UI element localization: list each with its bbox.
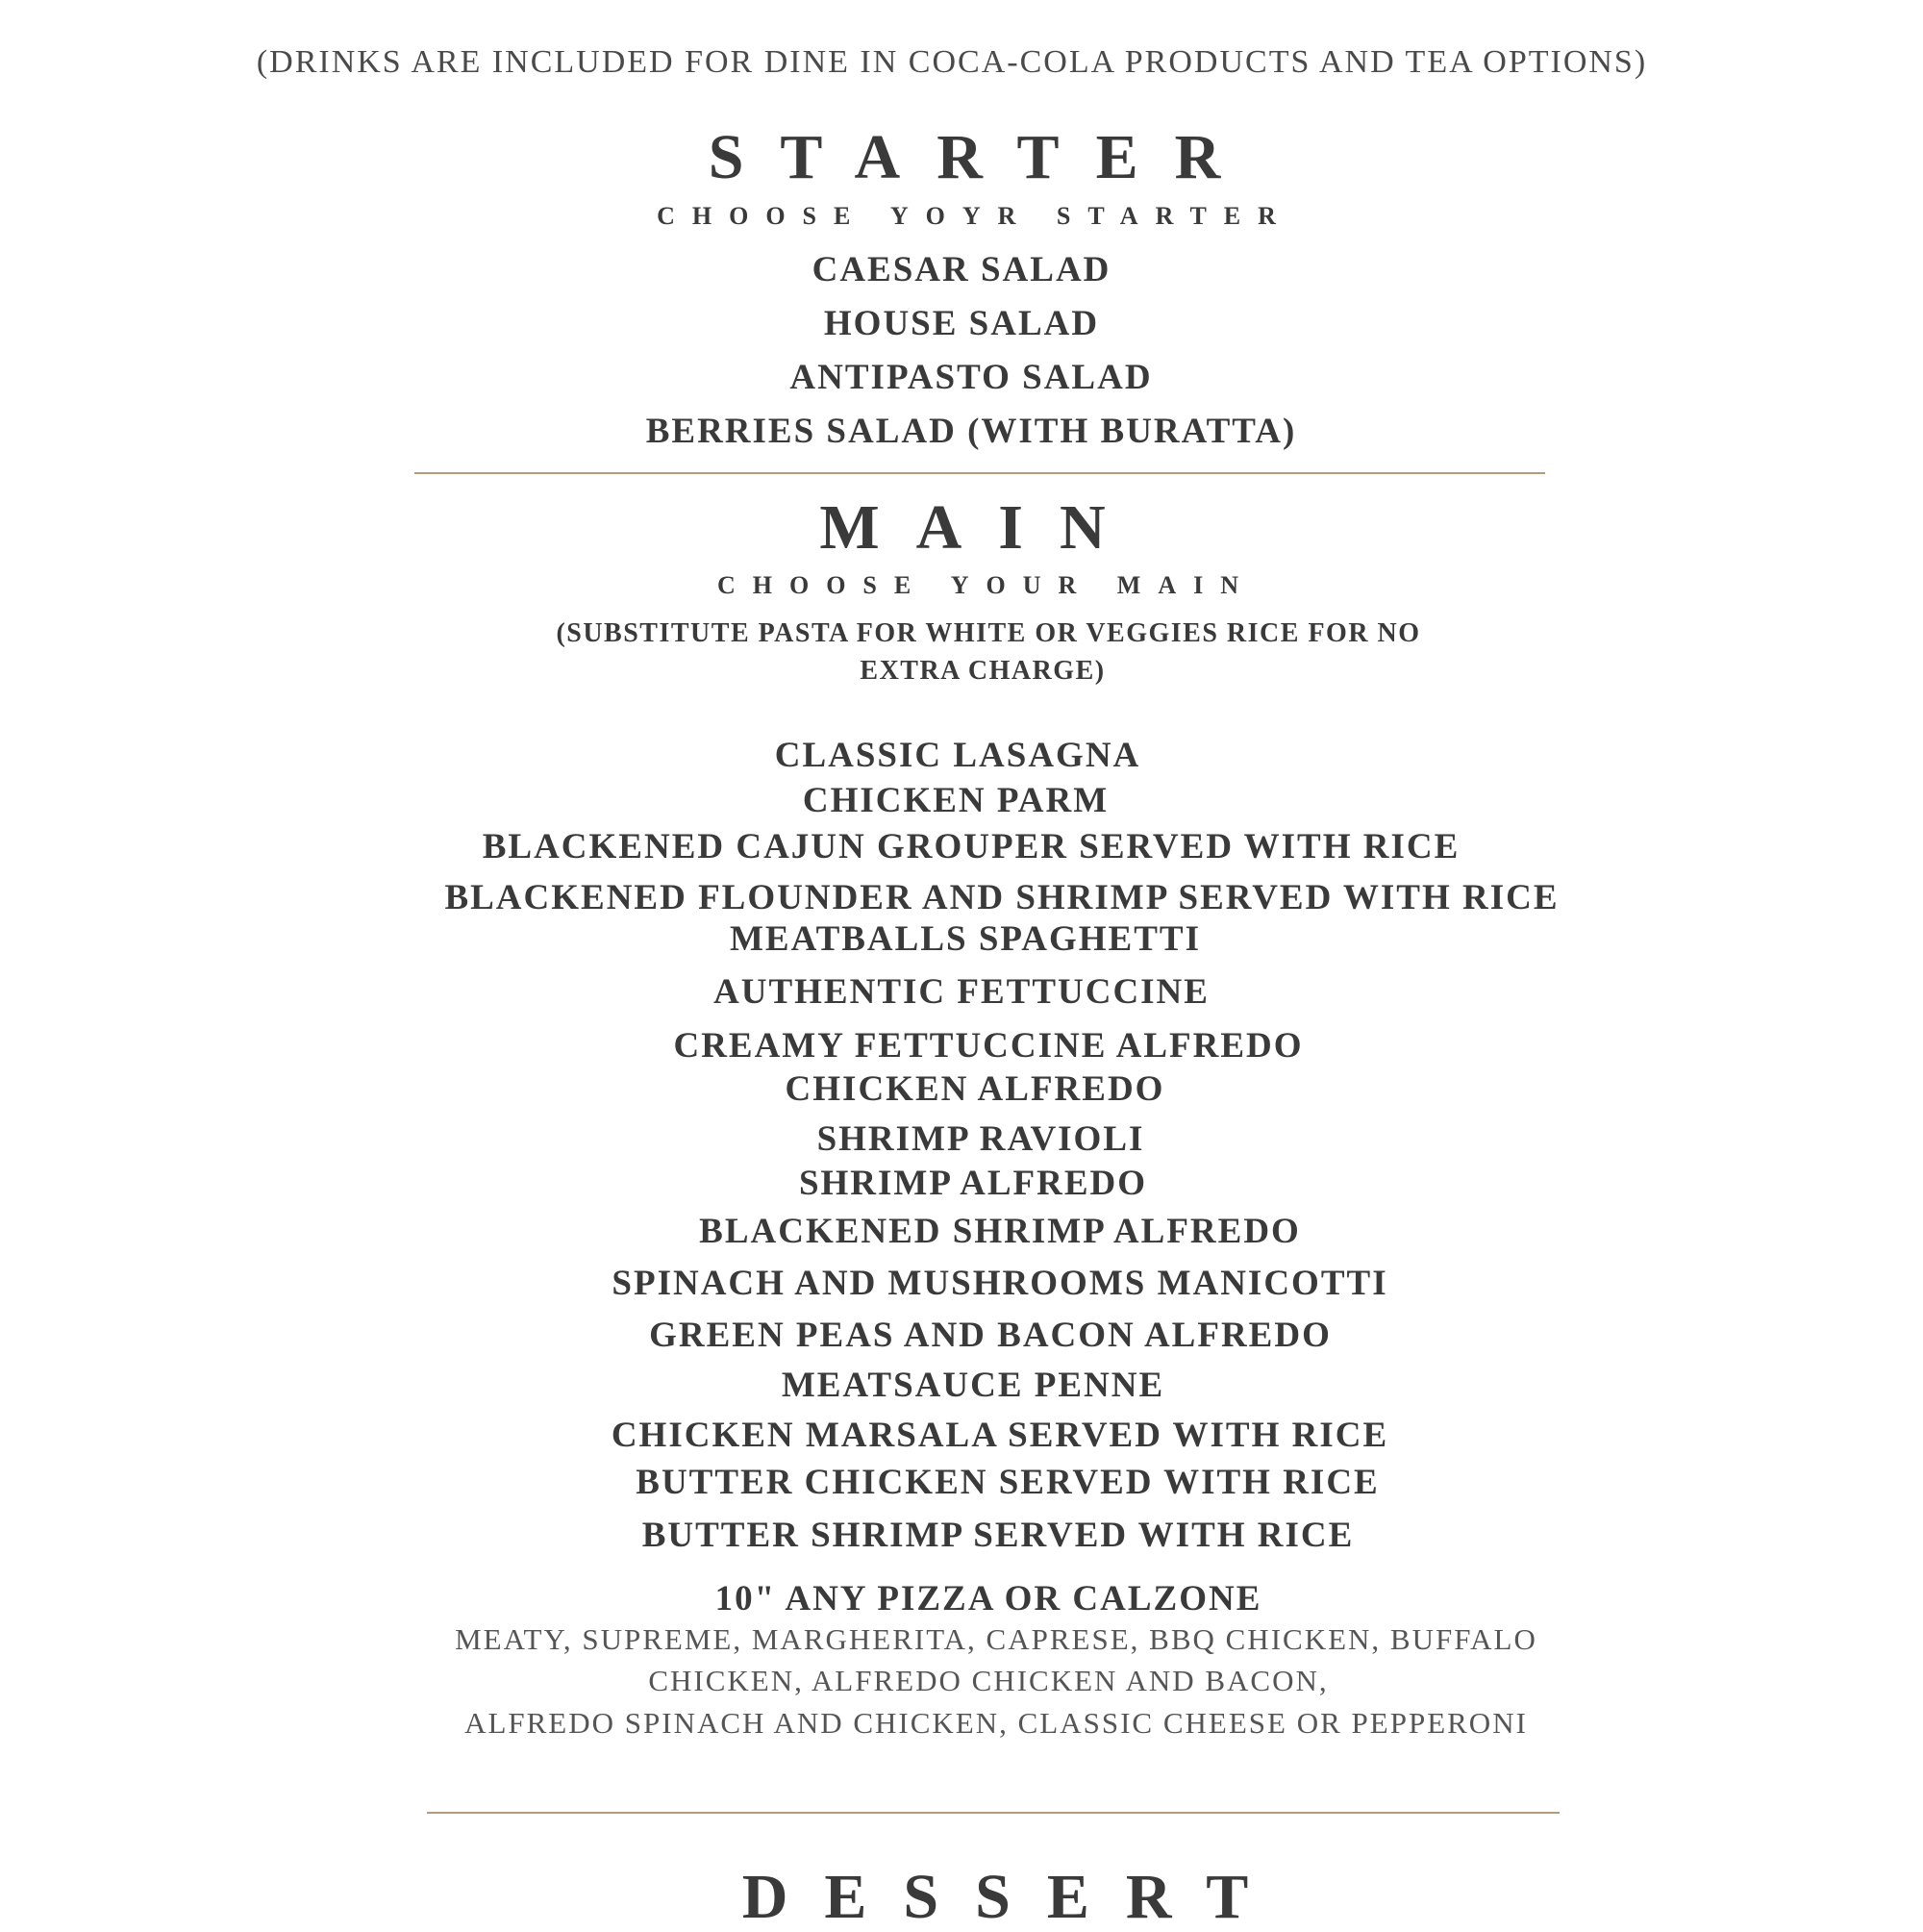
main-subtitle: CHOOSE YOUR MAIN (716, 571, 1257, 599)
main-item: CLASSIC LASAGNA (774, 736, 1141, 775)
starter-item: CAESAR SALAD (812, 250, 1111, 289)
drinks-note: (DRINKS ARE INCLUDED FOR DINE IN COCA-COLA PRODUCTS AND TEA OPTIONS) (256, 44, 1648, 80)
starter-item: HOUSE SALAD (823, 304, 1100, 343)
main-title: MAIN (819, 492, 1142, 563)
main-item: AUTHENTIC FETTUCCINE (713, 972, 1210, 1012)
starter-item: BERRIES SALAD (WITH BURATTA) (645, 412, 1297, 451)
main-item: SHRIMP RAVIOLI (816, 1119, 1145, 1159)
pizza-options-line: MEATY, SUPREME, MARGHERITA, CAPRESE, BBQ CHICKEN, BUFFALO (455, 1622, 1537, 1656)
main-item: SPINACH AND MUSHROOMS MANICOTTI (612, 1264, 1388, 1303)
pizza-item: 10" ANY PIZZA OR CALZONE (714, 1579, 1262, 1618)
main-substitute-note: EXTRA CHARGE) (860, 656, 1106, 686)
starter-subtitle: CHOOSE YOYR STARTER (657, 202, 1293, 230)
starter-title: STARTER (708, 122, 1258, 192)
main-item: CHICKEN MARSALA SERVED WITH RICE (611, 1416, 1389, 1455)
main-item: BLACKENED CAJUN GROUPER SERVED WITH RICE (482, 827, 1461, 866)
main-item: CHICKEN ALFREDO (785, 1069, 1165, 1109)
pizza-options-line: CHICKEN, ALFREDO CHICKEN AND BACON, (648, 1664, 1329, 1697)
main-item: BLACKENED FLOUNDER AND SHRIMP SERVED WITH RICE (444, 878, 1560, 917)
divider-main-dessert (427, 1812, 1560, 1814)
main-item: BUTTER CHICKEN SERVED WITH RICE (636, 1463, 1380, 1502)
divider-starter-main (414, 472, 1545, 474)
main-item: BLACKENED SHRIMP ALFREDO (699, 1212, 1301, 1251)
main-item: MEATSAUCE PENNE (781, 1366, 1165, 1405)
main-item: CREAMY FETTUCCINE ALFREDO (673, 1026, 1304, 1066)
main-item: SHRIMP ALFREDO (798, 1164, 1148, 1203)
main-item: CHICKEN PARM (802, 781, 1110, 820)
pizza-options-line: ALFREDO SPINACH AND CHICKEN, CLASSIC CHEESE OR PEPPERONI (464, 1706, 1528, 1740)
main-item: BUTTER SHRIMP SERVED WITH RICE (641, 1516, 1355, 1555)
main-item: MEATBALLS SPAGHETTI (730, 919, 1201, 959)
main-substitute-note: (SUBSTITUTE PASTA FOR WHITE OR VEGGIES RICE FOR NO (556, 618, 1421, 648)
dessert-title: DESSERT (741, 1862, 1286, 1932)
starter-item: ANTIPASTO SALAD (789, 358, 1153, 397)
main-item: GREEN PEAS AND BACON ALFREDO (649, 1316, 1332, 1355)
